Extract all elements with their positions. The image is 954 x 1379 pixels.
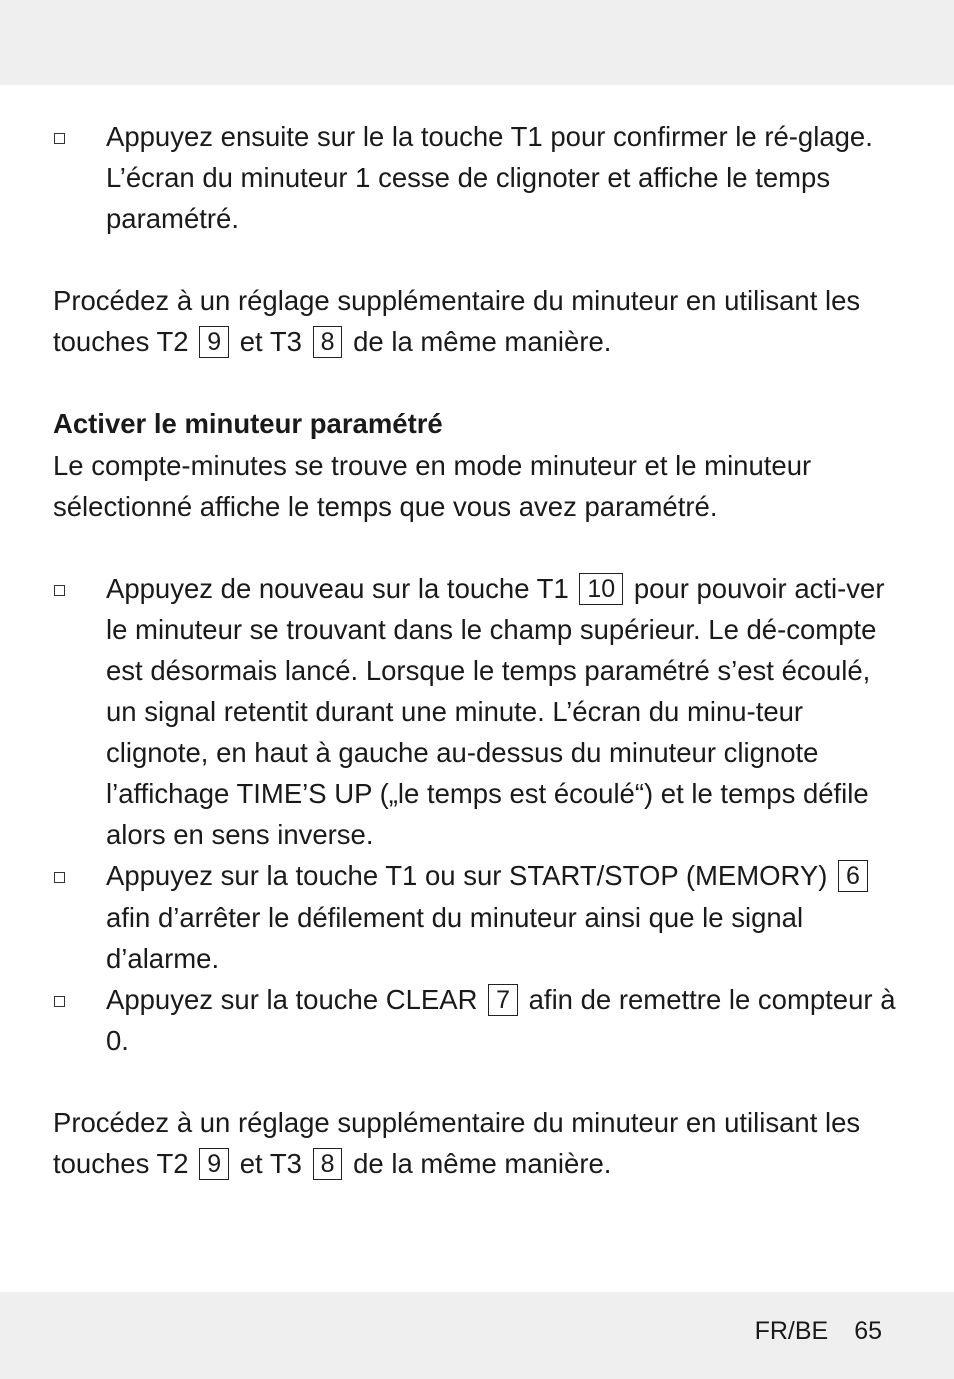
paragraph-text: de la même manière.: [353, 1147, 612, 1179]
paragraph-text: Procédez à un réglage supplémentaire du minuteur en utilisant les touches T2: [53, 285, 861, 358]
key-reference: 9: [199, 326, 229, 358]
list-item-text: pour pouvoir acti-ver le minuteur se trouvant dans le champ supérieur. Le dé-compte est désormais lancé. Lorsque le temps paramétré s’est écoulé, un signal retentit durant une minute. L’écran du minu-teur clignote, en haut à gauche au-dessus du minuteur clignote l’affichage TIME’S UP („le temps est écoulé“) et le temps défile alors en sens inverse.: [106, 572, 885, 851]
list-item: [53, 116, 903, 239]
language-code: FR/BE: [754, 1317, 829, 1345]
list-item-text: afin de remettre le compteur à 0.: [106, 983, 896, 1056]
list-item: [53, 568, 903, 856]
list-item: [53, 855, 903, 978]
page-footer: [0, 1311, 882, 1351]
page-number: 65: [854, 1317, 882, 1345]
key-reference: 9: [199, 1148, 229, 1180]
paragraph: [53, 1102, 903, 1184]
paragraph-text: et T3: [239, 1147, 302, 1179]
intro-paragraph: Le compte-minutes se trouve en mode minuteur et le minuteur sélectionné affiche le temps que vous avez paramétré.: [53, 449, 812, 522]
checkbox-icon: [54, 872, 65, 883]
checkbox-icon: [54, 133, 65, 144]
key-reference: 8: [313, 326, 343, 358]
key-reference: 7: [488, 984, 518, 1016]
checkbox-icon: [54, 585, 65, 596]
paragraph: [53, 280, 903, 362]
list-item-text: Appuyez de nouveau sur la touche T1: [106, 572, 569, 604]
list-item-text: Appuyez ensuite sur le la touche T1 pour confirmer le ré-glage. L’écran du minuteur 1 cesse de clignoter et affiche le temps paramétré.: [106, 121, 873, 235]
key-reference: 10: [579, 573, 623, 605]
list-item: [53, 979, 903, 1061]
key-reference: 8: [313, 1148, 343, 1180]
list-item-text: Appuyez sur la touche T1 ou sur START/STOP (MEMORY): [106, 860, 828, 892]
paragraph-text: de la même manière.: [353, 326, 612, 358]
key-reference: 6: [838, 860, 868, 892]
header-bar: [0, 0, 954, 85]
checkbox-icon: [54, 996, 65, 1007]
page-content: [53, 116, 903, 1184]
list-item-text: Appuyez sur la touche CLEAR: [106, 983, 478, 1015]
paragraph-text: Procédez à un réglage supplémentaire du minuteur en utilisant les touches T2: [53, 1106, 861, 1179]
section-heading: Activer le minuteur paramétré: [53, 408, 443, 440]
list-item-text: afin d’arrêter le défilement du minuteur ainsi que le signal d’alarme.: [106, 901, 804, 974]
paragraph-text: et T3: [239, 326, 302, 358]
